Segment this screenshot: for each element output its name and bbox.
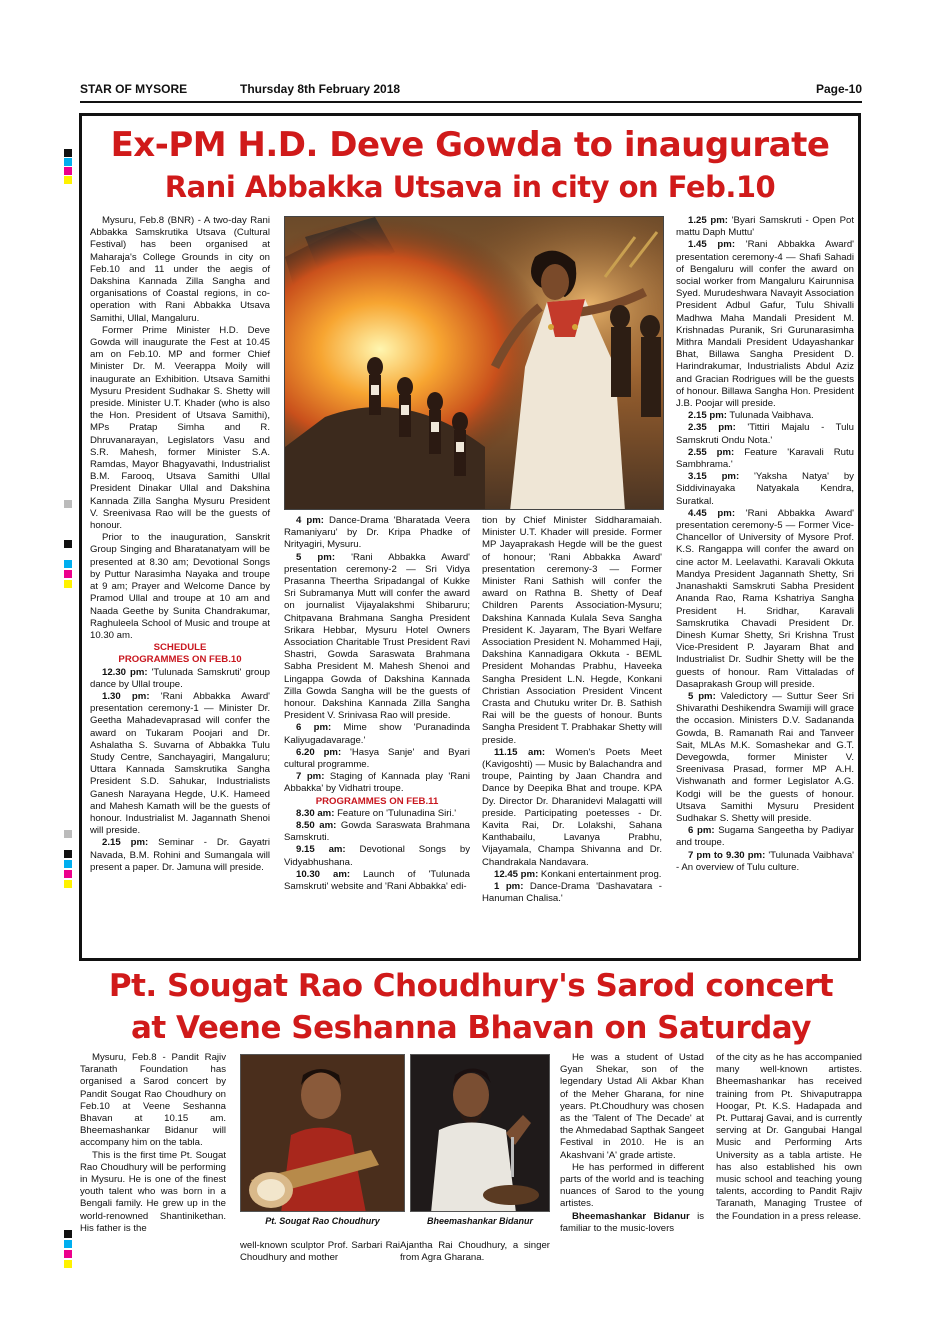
rani-abbakka-painting — [284, 216, 664, 510]
schedule-text: tion by Chief Minister Siddharamaiah. Minister U.T. Khader will preside. Former MP Jayaprakash Hegde will be the guest of honour; 'Rani Abbakka Award' presentation ceremony-3 — Former Minister Rani Sathish will confer the award on Rathna B. Shetty of Deaf Children Parents Association-Mysuru; Dakshina Kannada Kulala Seva Sangha President K. Jayaram, The Byari Welfare Association President N. Mohammed Haji, Dakshina Kannadigara Okkuta - BEML President Mohandas Prabhu, Haveeka Sangha President L.N. Hegde, Konkani Christian Association President Vincent Crasta and Chutuku writer Dr. B. Sathish Rai will be the guests of honour. Bunts Sangha President T. Prabhakar Shetty will preside. — [482, 515, 662, 746]
registration-mark — [64, 580, 72, 588]
tabla-player-photo — [411, 1055, 550, 1212]
schedule-text: 'Rani Abbakka Award' presentation ceremony-4 — Shafi Sahadi of Bengaluru will confer the award on social worker from Mangaluru Kairunnisa Syed. Murudeshwara Navayit Association President Adbul Gafur, Tulu Shivalli Madhwa Maha Mandali President M. Krishnadas Puranik, Sri Gurunarasimha Mithra Mandali President Udayashankar Bhat, Billawa Sangha President D. Harindrakumar, Industrialists Abdul Aziz and Gracian Rodrigues will be the guests of honour. Billawa Sangha Hon. President J.B. Poojar will preside. — [676, 239, 854, 410]
registration-mark — [64, 860, 72, 868]
schedule-time: 2.35 pm: — [688, 422, 736, 434]
schedule-text: Feature on 'Tulunadina Siri.' — [334, 807, 457, 819]
schedule-item — [482, 747, 662, 869]
paragraph: well-known sculptor Prof. Sarbari Rai Choudhury and mother — [240, 1240, 400, 1264]
photo-caption: Bheemashankar Bidanur — [426, 1216, 534, 1226]
schedule-time: 5 pm: — [296, 551, 336, 563]
schedule-text: 'Rani Abbakka Award' presentation ceremony-1 — Minister Dr. Geetha Mahadevaprasad will confer the award on Tukaram Poojari and Dr. Ashalatha S. Suvarna of Abbakka Tulu Study Centre, Sanchayagiri, Mangaluru; Uttara Kannada Samskrutika Sangha President S.D. Sahukar, Industrialists Ganesh Narayana Hegde, U.K. Hameed and Mahesh Kamath will be the guests of honour. Industrialist M. Jagannath Shenoi will preside. — [90, 690, 270, 837]
schedule-time: 8.30 am: — [296, 807, 335, 819]
registration-mark — [64, 830, 72, 838]
schedule-text: Mime show 'Puranadinda Kaliyugadavarage.' — [284, 722, 470, 746]
schedule-item — [676, 410, 854, 422]
schedule-time: 4.45 pm: — [688, 507, 736, 519]
schedule-text: 'Rani Abbakka Award' presentation ceremony-5 — Former Vice-Chancellor of University of Mysore Prof. K.S. Rangappa will confer the award on cine actor M. Leelavathi. Karavali Okkuta Mandya President Jagannath Shetty, Sri Jnanashakti Samskruti Sabha President Ananda Rao, Rama Kshatriya Sangha President H. Sridhar, Karavali Samskrutika Chavadi President Dr. Dinesh Kumar Shetty, Sri Krishna Trust Vice-President P. Jayaram Bhat and Industrialist Dr. Sudhir Shetty will be the guests of honour. Ram Vittaladas of Dasaprakash Group will preside. — [676, 507, 854, 690]
photo-sougat-rao-choudhury — [240, 1054, 405, 1212]
registration-mark — [64, 570, 72, 578]
schedule-time: 12.45 pm: — [494, 868, 539, 880]
registration-mark — [64, 1260, 72, 1268]
paper-name: STAR OF MYSORE — [80, 82, 188, 96]
schedule-text: Sugama Sangeetha by Padiyar and troupe. — [676, 825, 854, 849]
paragraph: Mysuru, Feb.8 - Pandit Rajiv Taranath Foundation has organised a Sarod concert by Pandit Sougat Rao Choudhury on Feb.10 at Veene Seshanna Bhavan at 10.15 am. Bheemashankar Bidanur will accompany him on the tabla. — [80, 1052, 226, 1149]
article-column-1 — [90, 215, 270, 955]
schedule-item — [284, 515, 470, 552]
page-number: Page-10 — [815, 82, 862, 96]
registration-mark — [64, 158, 72, 166]
schedule-item — [284, 820, 470, 844]
schedule-heading: SCHEDULE — [153, 642, 207, 654]
article-rani-abbakka — [79, 113, 861, 961]
paragraph-text: is familiar to the music-lovers — [560, 1210, 704, 1234]
schedule-text: Devotional Songs by Vidyabhushana. — [284, 844, 470, 868]
article2-column-3-tail — [400, 1240, 550, 1270]
schedule-item — [90, 837, 270, 874]
registration-mark — [64, 870, 72, 878]
paragraph: He has performed in different parts of the world and is teaching nuances of Sarod to the young artistes. — [560, 1161, 704, 1210]
photo-caption: Pt. Sougat Rao Choudhury — [265, 1216, 380, 1226]
schedule-time: 10.30 am: — [296, 868, 351, 880]
registration-mark — [64, 850, 72, 858]
article-column-2 — [284, 515, 470, 955]
schedule-text: Seminar - Dr. Gayatri Navada, B.M. Rohini and Sumangala will present a paper. Dr. Jamuna will preside. — [90, 837, 270, 873]
schedule-text: 'Tulunada Vaibhava' - An overview of Tulu culture. — [676, 849, 855, 873]
schedule-item — [284, 771, 470, 795]
article-column-3 — [482, 515, 662, 955]
schedule-item — [676, 239, 854, 410]
sarod-player-photo — [241, 1055, 405, 1212]
article2-column-4 — [560, 1052, 704, 1272]
schedule-text: Launch of 'Tulunada Samskruti' website and 'Rani Abbakka' edi- — [284, 868, 470, 893]
programmes-heading-feb10: PROGRAMMES ON FEB.10 — [118, 654, 242, 666]
schedule-item — [676, 422, 854, 446]
schedule-time: 1 pm: — [494, 881, 524, 893]
schedule-text: 'Yaksha Natya' by Siddivinayaka Natyakala Kendra, Suratkal. — [676, 471, 854, 507]
schedule-time: 2.55 pm: — [688, 446, 735, 458]
headline-line-2: at Veene Seshanna Bhavan on Saturday — [131, 1010, 811, 1046]
schedule-text: 'Hasya Sanje' and Byari cultural programme. — [284, 746, 470, 771]
registration-mark — [64, 1240, 72, 1248]
paragraph: Prior to the inauguration, Sanskrit Group Singing and Bharatanatyam will be presented at 8.30 am; Devotional Songs by Puttur Narasimha Nayaka and troupe at 9 am; Prayer and Welcome Dance by Pramod Ullal and troupe at 10 am and Naada Geethe by Sunita Chandrakumar, Raghuleela School of Music and troupe at 10.30 am. — [90, 532, 270, 641]
schedule-time: 4 pm: — [296, 515, 324, 526]
headline-line-1: Ex-PM H.D. Deve Gowda to inaugurate — [110, 125, 830, 165]
schedule-text: Feature 'Karavali Rutu Sambhrama.' — [676, 446, 854, 471]
schedule-item — [676, 447, 854, 471]
schedule-item — [676, 215, 854, 239]
registration-mark — [64, 1230, 72, 1238]
schedule-text: Dance-Drama 'Bharatada Veera Ramaniyaru' by Dr. Kripa Phadke of Nrityagiri, Mysuru. — [284, 515, 470, 551]
paragraph — [560, 1211, 704, 1235]
schedule-item — [284, 808, 470, 820]
schedule-text: 'Byari Samskruti - Open Pot mattu Daph Muttu' — [676, 215, 854, 239]
schedule-item — [676, 691, 854, 825]
paragraph: He was a student of Ustad Gyan Shekar, son of the legendary Ustad Ali Akbar Khan of the Meher Gharana, for nine years. Pt.Choudhury was chosen as the 'Talent of The Decade' at the Ahmedabad Sapthak Sangeet Festival in 2010. He is an Akashvani 'A' grade artiste. — [560, 1052, 704, 1161]
schedule-time: 3.15 pm: — [688, 471, 740, 483]
schedule-time: 1.30 pm: — [102, 690, 150, 702]
schedule-time: 7 pm: — [296, 771, 325, 783]
article2-column-2-tail — [240, 1240, 400, 1270]
schedule-item — [90, 691, 270, 837]
schedule-text: Dance-Drama 'Dashavatara - Hanuman Chalisa.' — [482, 881, 662, 905]
article2-column-5 — [716, 1052, 862, 1272]
schedule-item — [482, 869, 662, 881]
programmes-heading-feb11: PROGRAMMES ON FEB.11 — [315, 795, 439, 807]
schedule-text: Valedictory — Suttur Seer Sri Shivarathi Deshikendra Swamiji will grace the occasion. Ministers D.V. Sadananda Gowda, B. Ramanath Rai and Tanveer Sait, MLAs M.K. Somashekar and G.T. Devegowda, former Minister V. Sreenivasa Prasad, former MP A.H. Vishwanath and former Legislator A.G. Kodgi will be the guests of honour. Utsava Samithi Mysuru President Sudhakar S. Shetty will preside. — [676, 690, 854, 824]
article2-column-1 — [80, 1052, 226, 1272]
schedule-text: Tulunada Vaibhava. — [726, 410, 814, 422]
schedule-text: 'Tittiri Majalu - Tulu Samskruti Ondu Nota.' — [676, 422, 854, 446]
registration-mark — [64, 880, 72, 888]
headline-line-1: Pt. Sougat Rao Choudhury's Sarod concert — [108, 968, 834, 1004]
masthead — [80, 81, 862, 103]
registration-mark — [64, 1250, 72, 1258]
schedule-item — [284, 844, 470, 868]
schedule-item — [676, 850, 854, 874]
schedule-item — [676, 471, 854, 508]
schedule-time: 6.20 pm: — [296, 746, 342, 758]
registration-mark — [64, 540, 72, 548]
registration-mark — [64, 149, 72, 157]
schedule-text: Gowda Saraswata Brahmana Samskruti. — [284, 820, 471, 844]
schedule-item — [284, 722, 470, 746]
schedule-time: 9.15 am: — [296, 844, 346, 856]
schedule-item — [284, 552, 470, 723]
registration-mark — [64, 167, 72, 175]
schedule-time: 6 pm: — [296, 722, 332, 734]
headline-line-2: Rani Abbakka Utsava in city on Feb.10 — [164, 170, 776, 204]
schedule-item — [676, 825, 854, 849]
schedule-time: 1.25 pm: — [688, 215, 728, 226]
schedule-item — [284, 869, 470, 893]
issue-date: Thursday 8th February 2018 — [240, 82, 401, 96]
article-column-4 — [676, 215, 854, 955]
headline-sarod-concert — [80, 965, 862, 1049]
schedule-text: Staging of Kannada play 'Rani Abbakka' by Vidhatri troupe. — [284, 771, 470, 795]
paragraph: Former Prime Minister H.D. Deve Gowda will inaugurate the Fest at 10.45 am on Feb.10. MP and former Chief Minister Dr. M. Veerappa Moily will inaugurate an Exhibition. Utsava Samithi Mysuru President Sudhakar S. Shetty will preside. Minister U.T. Khader (who is also the Hon. President of Utsava Samithi), MPs Pratap Simha and R. Dhruvanarayan, Legislators Vasu and S.R. Mahesh, former Minister S.A. Ramdas, Mayor Bhagyavathi, Industrialist B.M. Farooq, Utsava Samithi Ullal President Dinakar Ullal and Dakshina Kannada Zilla Sangha Mysuru President V. Sreenivasa Rao will be the guests of honour. — [90, 324, 270, 532]
bold-name: Bheemashankar Bidanur — [572, 1210, 690, 1222]
schedule-item — [90, 667, 270, 691]
photo-bheemashankar-bidanur — [410, 1054, 550, 1212]
paragraph: This is the first time Pt. Sougat Rao Choudhury will be performing in Mysuru. He is one of the finest youth talent who was born in a Bengali family. He grew up in the world-renowned Shantinikethan. His father is the — [80, 1149, 226, 1234]
schedule-item — [284, 747, 470, 771]
registration-mark — [64, 500, 72, 508]
schedule-text: 'Tulunada Samskruti' group dance by Ullal troupe. — [90, 666, 270, 690]
schedule-time: 5 pm: — [688, 690, 716, 702]
schedule-item — [482, 515, 662, 747]
schedule-text: Women's Poets Meet (Kavigoshti) — Music by Balachandra and troupe, Painting by Jaan Chandra and Dance by Deepika Bhat and troupe. KPA Dy. Director Dr. Dharanidevi Malagatti will preside. Participating poetesses - Dr. Kavita Rai, Dr. Lolakshi, Sahana Kanthabailu, Lavanya Prabhu, Vijayamala, Champa Shivanna and Dr. Chandrakala Nandavara. — [482, 746, 662, 868]
paragraph: of the city as he has accompanied many well-known artistes. Bheemashankar has received training from Pt. Shivaputrappa Hoogar, Pt. K.S. Hadapada and Pt. Puttaraj Gavai, and is currently serving at Dr. Gangubai Hangal Music and Performing Arts University as a tabla artiste. He has also established his own music school and teaching young talents, according to Pandit Rajiv Taranath, Managing Trustee of the Foundation in a press release. — [716, 1052, 862, 1222]
schedule-time: 1.45 pm: — [688, 239, 736, 251]
paragraph: Ajantha Rai Choudhury, a singer from Agra Gharana. — [400, 1240, 550, 1264]
paragraph: Mysuru, Feb.8 (BNR) - A two-day Rani Abbakka Samskrutika Utsava (Cultural Festival) has been organised at Maharaja's College Grounds in city on Feb.10 and 11 under the aegis of Dakshina Kannada Zilla Sangha and organisations of Coastal regions, in co-operation with Rani Abbakka Utsava Samithi, Ullal, Mangaluru. — [90, 215, 270, 324]
schedule-time: 6 pm: — [688, 825, 715, 837]
registration-mark — [64, 176, 72, 184]
schedule-text: Konkani entertainment prog. — [538, 868, 662, 880]
schedule-item — [482, 881, 662, 905]
schedule-time: 12.30 pm: — [102, 666, 148, 678]
schedule-time: 2.15 pm: — [688, 410, 727, 422]
schedule-text: 'Rani Abbakka Award' presentation ceremony-2 — Sri Vidya Prasanna Theertha Sripadangal of Kukke Sri Subramanya Mutt will confer the award on journalist Vijayalakshmi Shibaruru; Chitpavana Brahmana Sangha President Srikara Hebbar, Mysuru Hotel Owners Association Charitable Trust President Ravi Shastri, Gowda Saraswata Brahmana Sabha President M. Mahesh Shenoi and Lingappa Gowda of Dakshina Kannada Zilla Gowda Sangha will be the guests of honour. Dakshina Kannada Zilla Sangha President V. Srinivasa Rao will preside. — [284, 551, 471, 722]
painting-image — [285, 217, 664, 510]
schedule-time: 11.15 am: — [494, 746, 546, 758]
schedule-item — [676, 508, 854, 691]
schedule-time: 8.50 am: — [296, 820, 337, 832]
schedule-time: 7 pm to 9.30 pm: — [688, 849, 766, 861]
schedule-time: 2.15 pm: — [102, 837, 149, 849]
registration-mark — [64, 560, 72, 568]
